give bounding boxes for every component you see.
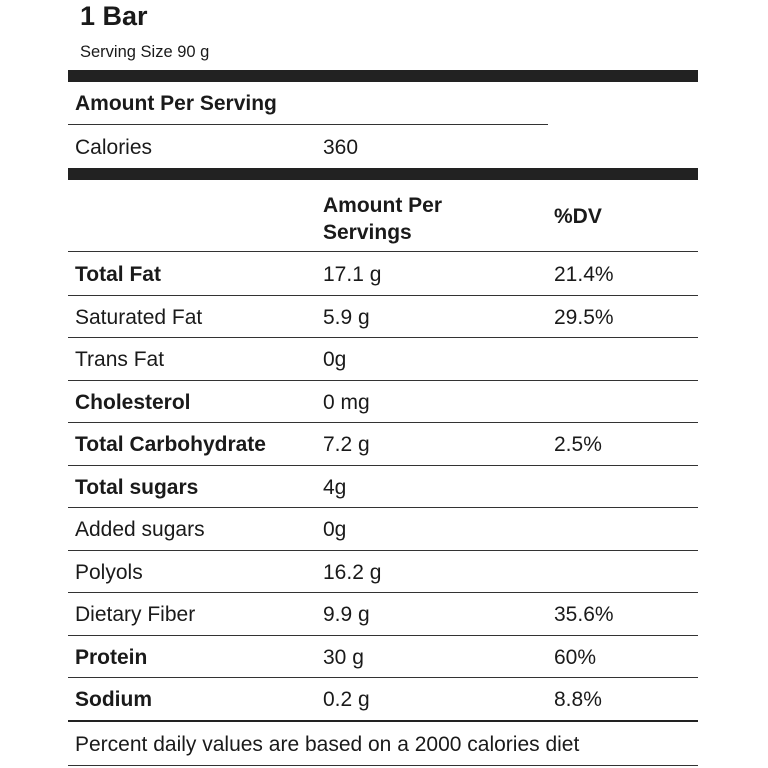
nutrient-name: Sodium: [75, 688, 152, 711]
divider: [68, 124, 548, 125]
nutrient-name: Dietary Fiber: [75, 603, 196, 626]
nutrient-amount: 7.2 g: [323, 433, 370, 456]
divider: [68, 550, 698, 551]
serving-size: Serving Size 90 g: [80, 43, 210, 61]
divider: [68, 720, 698, 722]
nutrient-amount: 0g: [323, 348, 347, 371]
nutrient-dv: 2.5%: [554, 433, 602, 456]
nutrient-amount: 0.2 g: [323, 688, 370, 711]
column-header-dv: %DV: [554, 205, 602, 228]
nutrient-name: Trans Fat: [75, 348, 165, 371]
nutrient-dv: 35.6%: [554, 603, 614, 626]
nutrient-dv: 21.4%: [554, 263, 614, 286]
divider: [68, 465, 698, 466]
divider: [68, 380, 698, 381]
calories-label: Calories: [75, 136, 153, 159]
nutrient-name: Added sugars: [75, 518, 205, 541]
calories-value: 360: [323, 136, 359, 159]
divider: [68, 765, 698, 766]
thick-divider: [68, 168, 698, 180]
thick-divider: [68, 70, 698, 82]
nutrient-amount: 17.1 g: [323, 263, 382, 286]
nutrient-dv: 8.8%: [554, 688, 602, 711]
divider: [68, 635, 698, 636]
nutrient-amount: 0 mg: [323, 391, 370, 414]
divider: [68, 592, 698, 593]
nutrient-dv: 60%: [554, 646, 597, 669]
divider: [68, 295, 698, 296]
nutrient-name: Total Fat: [75, 263, 161, 286]
nutrient-name: Polyols: [75, 561, 143, 584]
divider: [68, 677, 698, 678]
divider: [68, 507, 698, 508]
nutrient-amount: 30 g: [323, 646, 364, 669]
nutrient-amount: 5.9 g: [323, 306, 370, 329]
nutrient-name: Saturated Fat: [75, 306, 203, 329]
nutrient-amount: 16.2 g: [323, 561, 382, 584]
nutrient-name: Protein: [75, 646, 148, 669]
column-header-amount: Amount Per Servings: [323, 194, 443, 244]
label-title: 1 Bar: [80, 1, 148, 31]
nutrient-amount: 0g: [323, 518, 347, 541]
amount-per-serving-heading: Amount Per Serving: [75, 92, 277, 115]
nutrient-name: Total Carbohydrate: [75, 433, 266, 456]
nutrient-dv: 29.5%: [554, 306, 614, 329]
nutrient-amount: 9.9 g: [323, 603, 370, 626]
divider: [68, 251, 698, 252]
divider: [68, 422, 698, 423]
nutrient-amount: 4g: [323, 476, 347, 499]
divider: [68, 337, 698, 338]
nutrient-name: Total sugars: [75, 476, 199, 499]
footnote: Percent daily values are based on a 2000 calories diet: [75, 733, 580, 756]
nutrient-name: Cholesterol: [75, 391, 191, 414]
